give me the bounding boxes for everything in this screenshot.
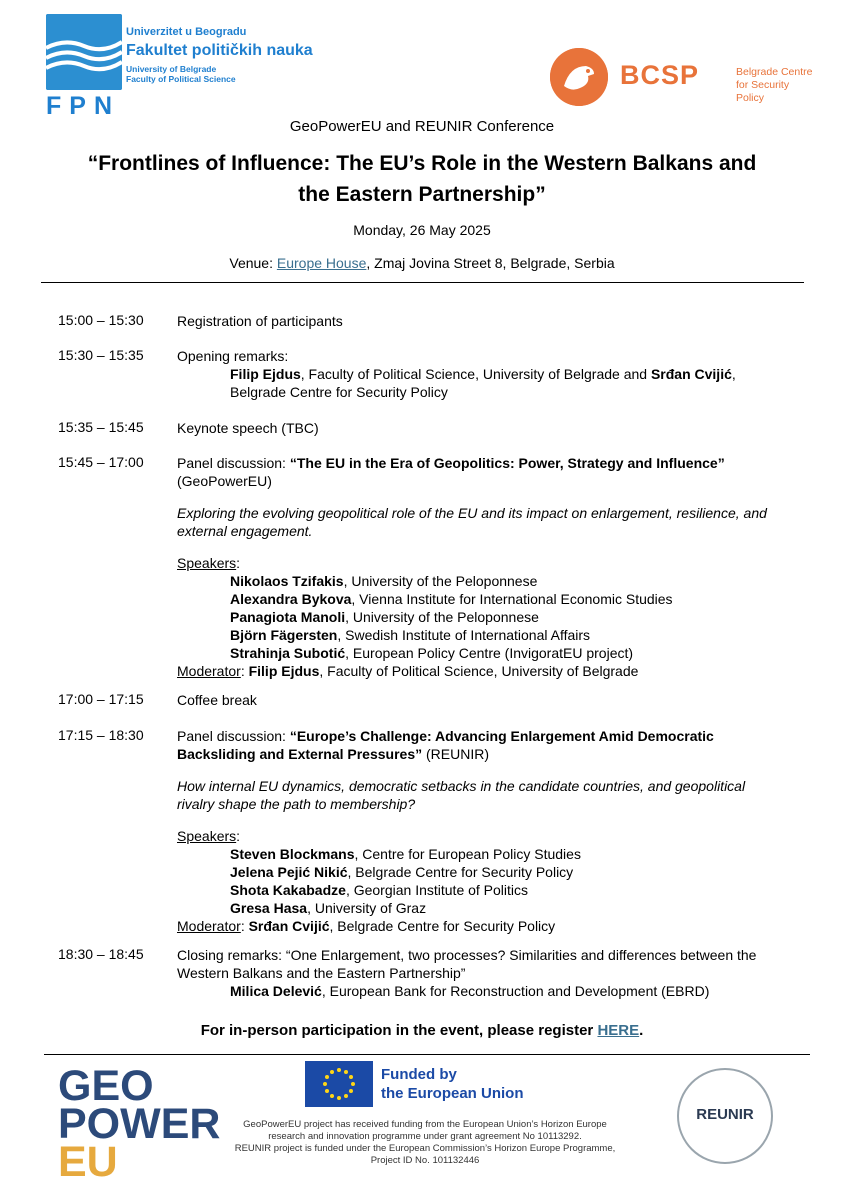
bottom-divider [44, 1054, 810, 1055]
speaker-row: Shota Kakabadze, Georgian Institute of Politics [230, 882, 529, 898]
fpn-wave-icon [46, 14, 122, 90]
speaker-row: Steven Blockmans, Centre for European Policy Studies [230, 846, 581, 862]
fpn-english-name: University of Belgrade Faculty of Political Science [126, 64, 236, 84]
fpn-university-sr: Univerzitet u Beogradu [126, 26, 247, 38]
eu-flag-icon [305, 1061, 373, 1107]
agenda-time: 15:30 – 15:35 [58, 347, 144, 363]
speaker-row: Jelena Pejić Nikić, Belgrade Centre for Security Policy [230, 864, 574, 880]
speaker-row: Nikolaos Tzifakis, University of the Peloponnese [230, 573, 538, 589]
register-line: For in-person participation in the event, please register HERE. [200, 1022, 644, 1039]
speaker-row: Alexandra Bykova, Vienna Institute for International Economic Studies [230, 591, 673, 607]
moderator-row: Moderator: Filip Ejdus, Faculty of Political Science, University of Belgrade [177, 663, 639, 679]
funded-by-eu: Funded by the European Union [381, 1066, 524, 1102]
reunir-wordmark: REUNIR [696, 1106, 754, 1123]
agenda-item-opening: Opening remarks: Filip Ejdus, Faculty of Political Science, University of Belgrade and Srđan Cvijić, Belgrade Centre for Security Policy [177, 348, 736, 400]
agenda-time: 15:35 – 15:45 [58, 419, 144, 435]
fpn-faculty-sr: Fakultet političkih nauka [126, 42, 313, 59]
register-link[interactable]: HERE [597, 1022, 640, 1039]
geopowereu-logo: GEO POWER EU [58, 1062, 221, 1186]
agenda-time: 15:00 – 15:30 [58, 312, 144, 328]
fpn-logo [46, 14, 326, 120]
agenda-item-closing: Closing remarks: “One Enlargement, two processes? Similarities and differences between the Western Balkans and the Eastern Partnership” Milica Delević, European Bank for Reconstruction and Development (EBRD) [177, 947, 757, 999]
speaker-row: Björn Fägersten, Swedish Institute of International Affairs [230, 627, 591, 643]
bcsp-bird-icon [550, 48, 608, 106]
fpn-letters: FPN [46, 92, 120, 120]
agenda-time: 17:15 – 18:30 [58, 727, 144, 743]
event-venue: Venue: Europe House, Zmaj Jovina Street 8, Belgrade, Serbia [229, 255, 615, 271]
agenda-item-coffee: Coffee break [177, 692, 257, 708]
moderator-row: Moderator: Srđan Cvijić, Belgrade Centre for Security Policy [177, 918, 556, 934]
speaker-row: Panagiota Manoli, University of the Peloponnese [230, 609, 539, 625]
speaker-row: Gresa Hasa, University of Graz [230, 900, 427, 916]
speaker-row: Strahinja Subotić, European Policy Centre (InvigoratEU project) [230, 645, 634, 661]
agenda-time: 15:45 – 17:00 [58, 454, 144, 470]
event-title: “Frontlines of Influence: The EU’s Role in the Western Balkans and the Eastern Partnership” [87, 152, 757, 206]
bcsp-subtitle: Belgrade Centre for Security Policy [736, 66, 813, 104]
agenda-item-keynote: Keynote speech (TBC) [177, 420, 319, 436]
agenda-item-registration: Registration of participants [177, 313, 343, 329]
agenda-item-panel-reunir: Panel discussion: “Europe’s Challenge: Advancing Enlargement Amid Democratic Backsliding and External Pressures” (REUNIR) How internal EU dynamics, democratic setbacks in the candidate countries, and geopolitical rivalry shape the path to membership? Speakers: Steven Blockmans, Centre for European Policy Studies Jelena Pejić Nikić, Belgrade Centre for Security Policy Shota Kakabadze, Georgian Institute of Politics Gresa Hasa, University of Graz Moderator: Srđan Cvijić, Belgrade Centre for Security Policy [177, 727, 802, 935]
reunir-logo [677, 1068, 773, 1164]
agenda-time: 18:30 – 18:45 [58, 946, 144, 962]
event-date: Monday, 26 May 2025 [353, 222, 491, 238]
agenda-item-panel-geopower: Panel discussion: “The EU in the Era of Geopolitics: Power, Strategy and Influence” (GeoPowerEU) Exploring the evolving geopolitical role of the EU and its impact on enlargement, resilience, and external engagement. Speakers: Nikolaos Tzifakis, University of the Peloponnese Alexandra Bykova, Vienna Institute for International Economic Studies Panagiota Manoli, University of the Peloponnese Björn Fägersten, Swedish Institute of International Affairs Strahinja Subotić, European Policy Centre (InvigoratEU project) Moderator: Filip Ejdus, Faculty of Political Science, University of Belgrade [177, 454, 802, 680]
conference-name: GeoPowerEU and REUNIR Conference [289, 118, 555, 135]
venue-link[interactable]: Europe House [276, 255, 367, 271]
top-divider [41, 282, 804, 283]
funding-note: GeoPowerEU project has received funding from the European Union’s Horizon Europe research and innovation programme under grant agreement No 10113292. REUNIR project is funded under the European Commission’s Horizon Europe Programme, Project ID No. 101132446 [234, 1119, 616, 1166]
bcsp-logo [550, 48, 820, 108]
agenda-time: 17:00 – 17:15 [58, 691, 144, 707]
bcsp-wordmark: BCSP [620, 60, 700, 90]
